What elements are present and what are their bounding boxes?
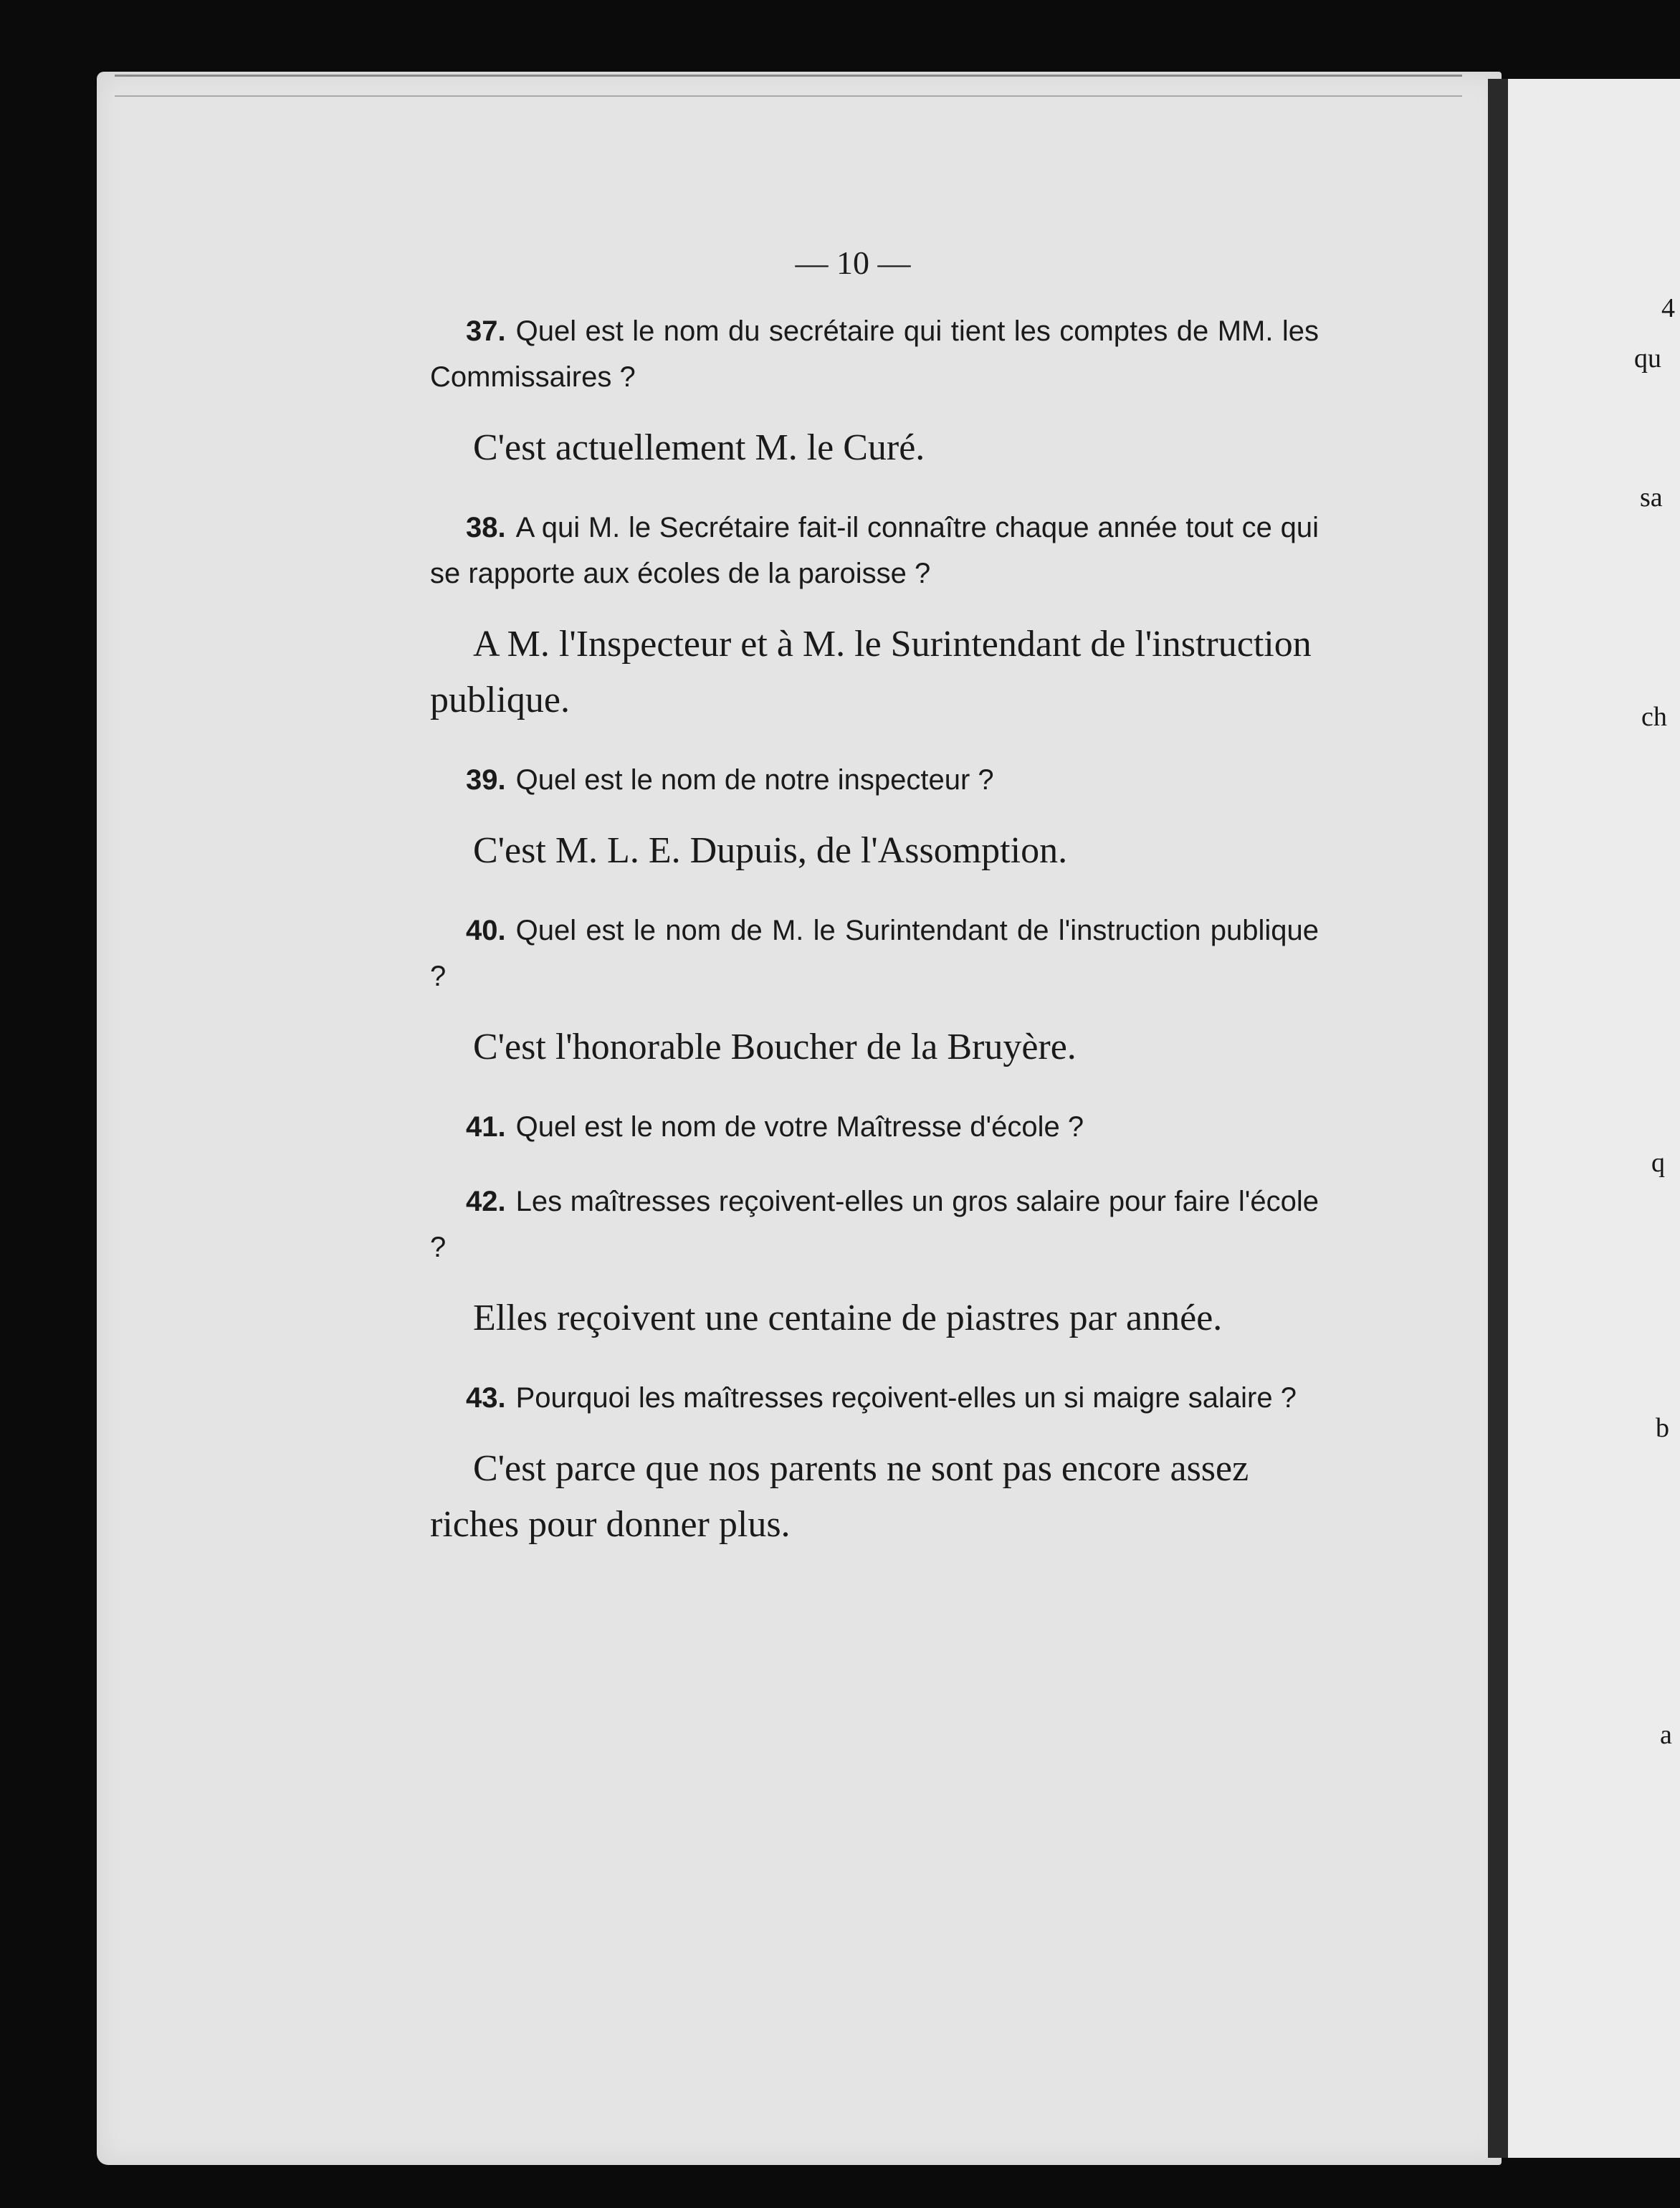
adjacent-page-fragment: 4	[1661, 293, 1675, 323]
question-number: 37.	[466, 315, 506, 347]
question-text: Pourquoi les maîtresses reçoivent-elles un si maigre salaire ?	[515, 1382, 1297, 1414]
answer-40: C'est l'honorable Boucher de la Bruyère.	[473, 1027, 1077, 1067]
adjacent-page	[1508, 79, 1680, 2158]
adjacent-page-fragment: a	[1660, 1720, 1672, 1750]
question-37	[430, 308, 1319, 400]
question-number: 41.	[466, 1111, 506, 1143]
question-text: A qui M. le Secrétaire fait-il connaître chaque année tout ce qui se rapporte aux écoles de la paroisse ?	[430, 512, 1319, 589]
adjacent-page-fragment: ch	[1641, 702, 1667, 732]
page-edge	[115, 75, 1462, 97]
question-number: 38.	[466, 512, 506, 543]
question-number: 40.	[466, 915, 506, 946]
answer-39: C'est M. L. E. Dupuis, de l'Assomption.	[473, 830, 1068, 871]
question-text: Quel est le nom de M. le Surintendant de l'instruction publique ?	[430, 915, 1319, 992]
adjacent-page-fragment: sa	[1640, 482, 1663, 513]
question-40	[430, 908, 1319, 999]
adjacent-page-fragment: qu	[1634, 343, 1661, 373]
answer-43: C'est parce que nos parents ne sont pas encore assez riches pour donner plus.	[430, 1448, 1249, 1545]
book-gutter	[1488, 79, 1508, 2158]
question-text: Les maîtresses reçoivent-elles un gros salaire pour faire l'école ?	[430, 1186, 1319, 1263]
question-41	[430, 1104, 1319, 1150]
question-38	[430, 505, 1319, 596]
question-text: Quel est le nom de votre Maîtresse d'école ?	[515, 1111, 1084, 1143]
question-text: Quel est le nom de notre inspecteur ?	[515, 764, 994, 796]
answer-37: C'est actuellement M. le Curé.	[473, 427, 925, 468]
adjacent-page-fragment: b	[1656, 1413, 1669, 1443]
question-text: Quel est le nom du secrétaire qui tient les comptes de MM. les Commissaires ?	[430, 315, 1319, 393]
question-number: 43.	[466, 1382, 506, 1414]
question-42	[430, 1179, 1319, 1270]
answer-42: Elles reçoivent une centaine de piastres par année.	[473, 1298, 1223, 1338]
question-43	[430, 1375, 1319, 1421]
catechism-text	[430, 308, 1319, 1553]
question-39	[430, 757, 1319, 803]
question-number: 42.	[466, 1186, 506, 1217]
page-number: — 10 —	[795, 244, 911, 281]
answer-38: A M. l'Inspecteur et à M. le Surintendant de l'instruction publique.	[430, 624, 1312, 720]
adjacent-page-fragment: q	[1651, 1148, 1665, 1178]
question-number: 39.	[466, 764, 506, 796]
